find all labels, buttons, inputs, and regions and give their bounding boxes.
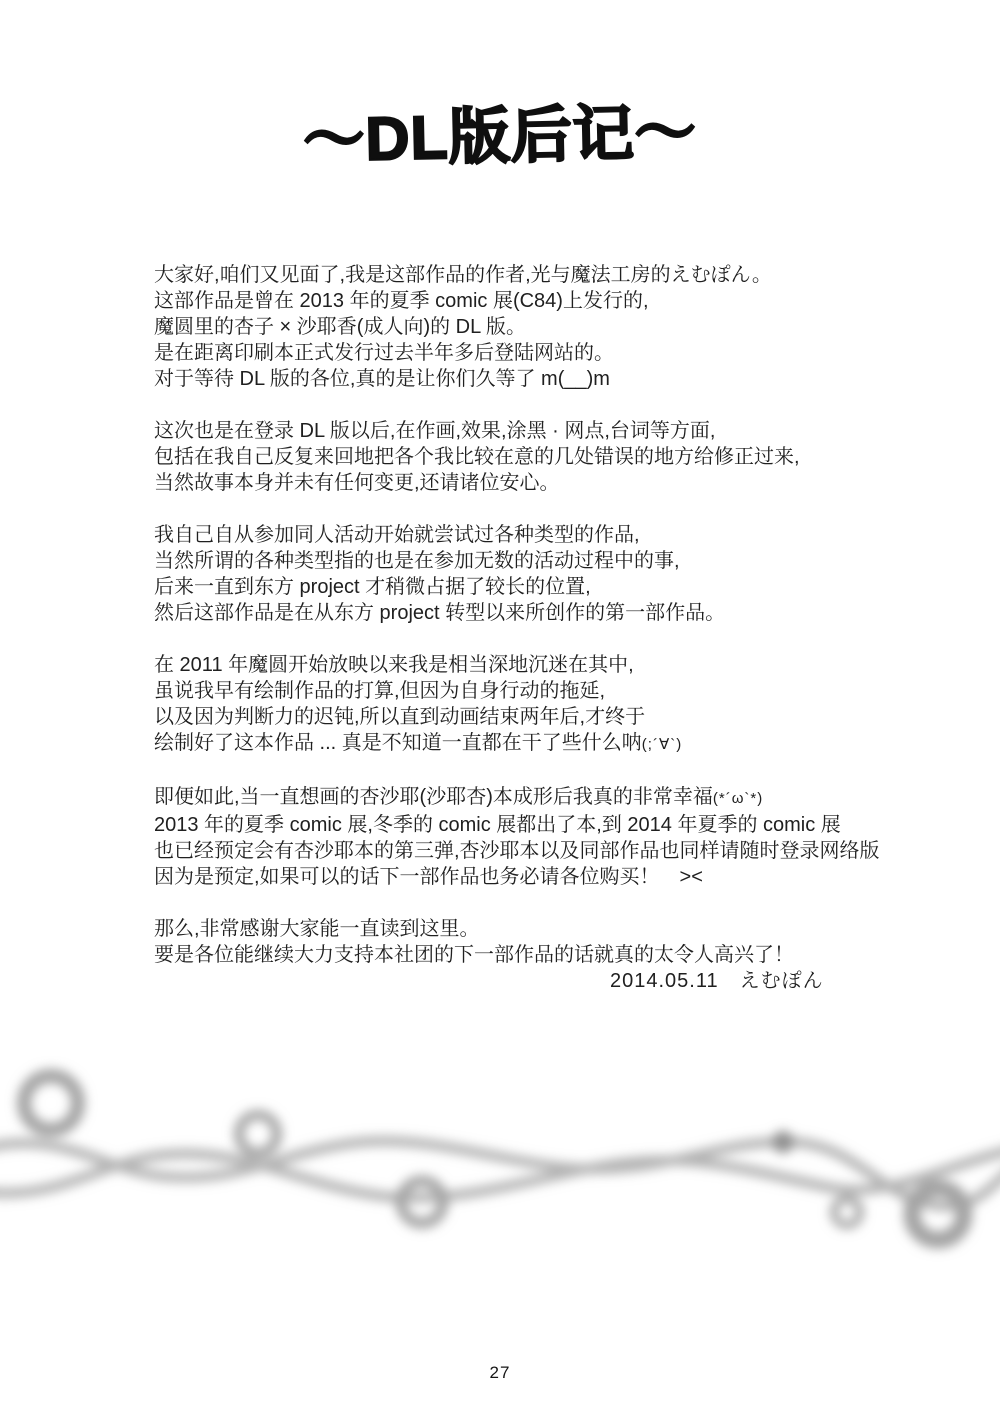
emoticon: (*´ω`*) <box>712 790 764 807</box>
text-line: 也已经预定会有杏沙耶本的第三弹,杏沙耶本以及同部作品也同样请随时登录网络版 <box>154 840 880 862</box>
text-line: 这次也是在登录 DL 版以后,在作画,效果,涂黑 · 网点,台词等方面, <box>154 420 716 442</box>
wavy-ribbon-decoration <box>0 1050 1000 1350</box>
page-title: ～DL版后记～ <box>302 97 698 175</box>
paragraph <box>154 784 1000 890</box>
paragraph <box>154 522 1000 626</box>
text-line: 即便如此,当一直想画的杏沙耶(沙耶杏)本成形后我真的非常幸福(*´ω`*) <box>154 786 764 808</box>
text-line: 因为是预定,如果可以的话下一部作品也务必请各位购买！ >< <box>154 866 703 888</box>
text-line: 当然故事本身并未有任何变更,还请诸位安心。 <box>154 472 560 494</box>
page-number: 27 <box>489 1363 511 1382</box>
text-line: 在 2011 年魔圆开始放映以来我是相当深地沉迷在其中, <box>154 654 634 676</box>
text-line: 2013 年的夏季 comic 展,冬季的 comic 展都出了本,到 2014 年夏季的 comic 展 <box>154 814 841 836</box>
text-line: 那么,非常感谢大家能一直读到这里。 <box>154 918 480 940</box>
paragraph <box>154 916 1000 968</box>
text-line: 虽说我早有绘制作品的打算,但因为自身行动的拖延, <box>154 680 606 702</box>
text-line: 大家好,咱们又见面了,我是这部作品的作者,光与魔法工房的えむぽん。 <box>154 264 772 286</box>
text-line: 后来一直到东方 project 才稍微占据了较长的位置, <box>154 576 591 598</box>
paragraph <box>154 652 1000 758</box>
text-line: 以及因为判断力的迟钝,所以直到动画结束两年后,才终于 <box>154 706 646 728</box>
text-line: 对于等待 DL 版的各位,真的是让你们久等了 m(__)m <box>154 368 610 390</box>
text-line: 这部作品是曾在 2013 年的夏季 comic 展(C84)上发行的, <box>154 290 649 312</box>
text-line: 然后这部作品是在从东方 project 转型以来所创作的第一部作品。 <box>154 602 726 624</box>
afterword-body <box>154 262 1000 994</box>
paragraph <box>154 262 1000 392</box>
text-line: 当然所谓的各种类型指的也是在参加无数的活动过程中的事, <box>154 550 680 572</box>
text-line: 我自己自从参加同人活动开始就尝试过各种类型的作品, <box>154 524 640 546</box>
text-line: 是在距离印刷本正式发行过去半年多后登陆网站的。 <box>154 342 614 364</box>
text-line: 要是各位能继续大力支持本社团的下一部作品的话就真的太令人高兴了！ <box>154 944 794 966</box>
text-line: 魔圆里的杏子 × 沙耶香(成人向)的 DL 版。 <box>154 316 527 338</box>
text-line: 包括在我自己反复来回地把各个我比较在意的几处错误的地方给修正过来, <box>154 446 800 468</box>
paragraph <box>154 418 1000 496</box>
emoticon: (;´∀`) <box>641 736 683 753</box>
text-line: 绘制好了这本作品 ... 真是不知道一直都在干了些什么呐(;´∀`) <box>154 732 683 754</box>
date-signature: 2014.05.11 えむぽん <box>610 970 824 992</box>
